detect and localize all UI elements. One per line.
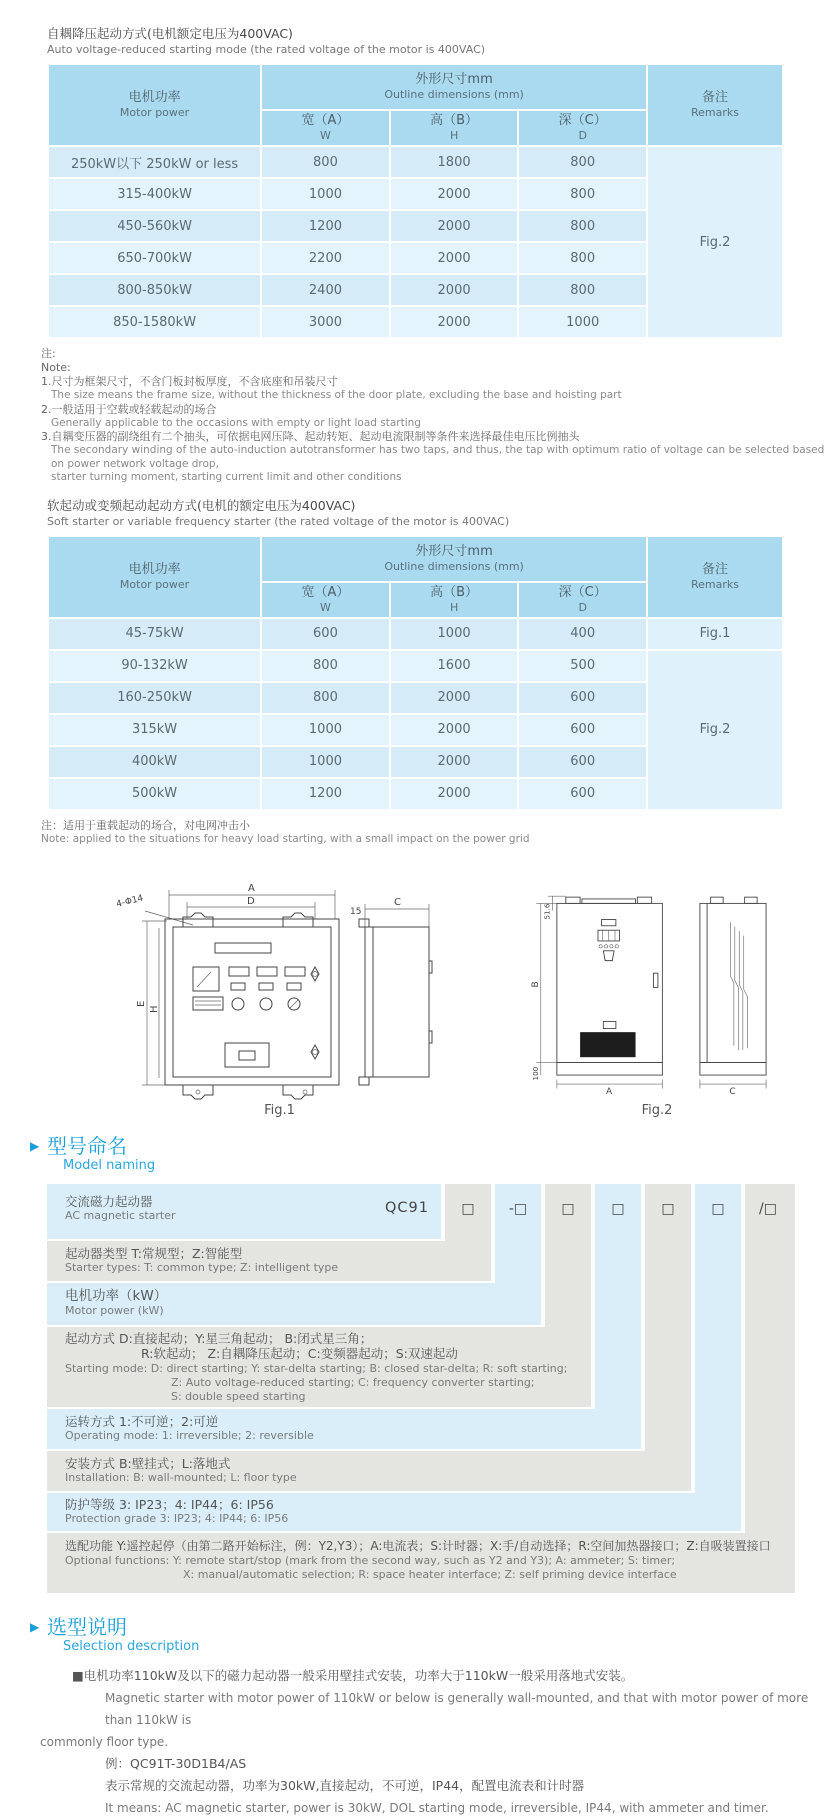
note2-zh: 注：适用于重载起动的场合，对电网冲击小 xyxy=(41,818,250,832)
soft-mode-title-en: Soft starter or variable frequency starter (the rated voltage of the motor is 400VAC) xyxy=(47,514,510,528)
cell-h: 2000 xyxy=(390,242,519,274)
code-box-1: □ xyxy=(461,1200,475,1217)
fig1-hole-callout: 4-Φ14 xyxy=(115,893,145,910)
fig2-dim-c: C xyxy=(729,1086,736,1097)
fig1-dim-h: H xyxy=(149,1005,160,1013)
depth-label-zh: 深（C） xyxy=(558,113,607,128)
fig1-figure xyxy=(107,873,452,1118)
selection-p1-en2: commonly floor type. xyxy=(40,1734,169,1749)
col-header-height xyxy=(390,582,519,618)
note-en: Note: xyxy=(41,361,71,374)
naming-row-starting-mode xyxy=(47,1327,591,1407)
cell-d: 500 xyxy=(518,650,647,682)
cell-h: 2000 xyxy=(390,746,519,778)
cell-d: 800 xyxy=(518,242,647,274)
soft-mode-dimensions-table xyxy=(47,535,784,811)
cell-remark-fig2: Fig.2 xyxy=(647,650,783,810)
naming-row-operating-mode xyxy=(47,1409,641,1449)
optional-en1: Optional functions: Y: remote start/stop (mark from the second way, such as Y2 and Y3); A: ammeter; S: timer; xyxy=(65,1554,676,1568)
fig1-dim-c: C xyxy=(394,896,401,908)
cell-w: 800 xyxy=(261,146,390,178)
cell-w: 1000 xyxy=(261,714,390,746)
cell-h: 1000 xyxy=(390,618,519,650)
cell-remark-fig1: Fig.1 xyxy=(647,618,783,650)
optional-en2: X: manual/automatic selection; R: space heater interface; Z: self priming device interface xyxy=(183,1568,677,1582)
naming-row-motor-power xyxy=(47,1283,541,1325)
code-box-4: □ xyxy=(611,1200,625,1217)
fig2-dim-b: B xyxy=(531,980,542,988)
outline-label-en: Outline dimensions (mm) xyxy=(384,559,524,573)
cell-w: 3000 xyxy=(261,306,390,338)
section-arrow-icon: ▶ xyxy=(30,1138,40,1153)
code-box-7: /□ xyxy=(759,1200,777,1217)
operating-mode-zh: 运转方式 1:不可逆；2:可逆 xyxy=(65,1413,219,1429)
naming-row-base xyxy=(47,1184,441,1239)
selection-example-en: It means: AC magnetic starter, power is 30kW, DOL starting mode, irreversible, IP44, with ammeter and timer. xyxy=(105,1800,769,1815)
starting-mode-zh1: 起动方式 D:直接起动；Y:星三角起动； B:闭式星三角； xyxy=(65,1330,373,1346)
remarks-label-zh: 备注 xyxy=(702,561,729,577)
width-label-w: W xyxy=(320,600,331,614)
cell-d: 800 xyxy=(518,210,647,242)
cell-power: 450-560kW xyxy=(48,210,261,242)
naming-col-5 xyxy=(645,1184,691,1491)
fig1-caption: Fig.1 xyxy=(264,1102,295,1118)
cell-w: 800 xyxy=(261,682,390,714)
depth-label-d: D xyxy=(578,129,587,142)
fig1-dim-e: E xyxy=(136,1000,147,1007)
height-label-h: H xyxy=(449,600,459,614)
code-box-2: -□ xyxy=(508,1200,528,1217)
selection-example: 例：QC91T-30D1B4/AS xyxy=(105,1755,247,1771)
base-label-zh: 交流磁力起动器 xyxy=(65,1193,153,1209)
cell-power: 800-850kW xyxy=(48,274,261,306)
base-label-en: AC magnetic starter xyxy=(65,1209,176,1223)
selection-title-en: Selection description xyxy=(63,1638,200,1654)
selection-p1-zh: ■电机功率110kW及以下的磁力起动器一般采用壁挂式安装，功率大于110kW一般采用落地式安装。 xyxy=(72,1667,634,1683)
model-naming-title-en: Model naming xyxy=(63,1157,156,1173)
optional-zh: 选配功能 Y:遥控起停（由第二路开始标注，例：Y2,Y3）；A:电流表；S:计时器；X:手/自动选择；R:空间加热器接口；Z:自吸装置接口 xyxy=(65,1538,771,1553)
selection-heading xyxy=(30,1615,830,1639)
fig2-caption: Fig.2 xyxy=(641,1102,673,1118)
naming-row-starter-type xyxy=(47,1241,491,1281)
cell-h: 1600 xyxy=(390,650,519,682)
soft-mode-title xyxy=(47,497,830,529)
naming-row-optional xyxy=(47,1533,795,1593)
fig1-dim-15: 15 xyxy=(350,906,362,917)
cell-power: 250kW以下 250kW or less xyxy=(48,146,261,178)
table-row xyxy=(48,146,783,178)
fig2-dim-516: 51.6 xyxy=(542,903,552,920)
col-header-width xyxy=(261,110,390,146)
remarks-label-zh: 备注 xyxy=(702,90,729,105)
table-header-row xyxy=(48,536,783,582)
starting-mode-en3: S: double speed starting xyxy=(171,1389,306,1403)
note-item3-zh: 3.自耦变压器的副绕组有二个抽头，可依据电网压降、起动转矩、起动电流限制等条件来选择最佳电压比例抽头 xyxy=(41,430,580,444)
cell-power: 45-75kW xyxy=(48,618,261,650)
table1-notes xyxy=(41,347,830,485)
starting-mode-en2: Z: Auto voltage-reduced starting; C: frequency converter starting; xyxy=(171,1375,535,1389)
auto-mode-title-zh: 自耦降压起动方式(电机额定电压为400VAC) xyxy=(47,26,293,41)
note-item1-zh: 1.尺寸为框架尺寸，不含门板封板厚度，不含底座和吊装尺寸 xyxy=(41,375,338,388)
cell-w: 2400 xyxy=(261,274,390,306)
auto-mode-title-en: Auto voltage-reduced starting mode (the rated voltage of the motor is 400VAC) xyxy=(47,43,486,56)
code-box-6: □ xyxy=(711,1200,725,1217)
cell-remark-fig2: Fig.2 xyxy=(647,146,783,338)
auto-mode-dimensions-table xyxy=(47,63,784,339)
naming-col-7 xyxy=(745,1184,795,1593)
col-header-remarks xyxy=(647,536,783,618)
selection-example-zh: 表示常规的交流起动器，功率为30kW,直接起动，不可逆，IP44，配置电流表和计时器 xyxy=(105,1777,585,1793)
model-naming-table xyxy=(47,1184,795,1593)
model-code: QC91 xyxy=(385,1199,429,1216)
table-header-row xyxy=(48,64,783,110)
fig1-drawing xyxy=(107,873,452,1101)
cell-d: 1000 xyxy=(518,306,647,338)
outline-label-en: Outline dimensions (mm) xyxy=(384,88,524,101)
table2-note xyxy=(41,819,830,847)
remarks-label-en: Remarks xyxy=(691,577,739,591)
installation-zh: 安装方式 B:壁挂式；L:落地式 xyxy=(65,1455,231,1471)
installation-en: Installation: B: wall-mounted; L: floor type xyxy=(65,1471,297,1485)
height-label-zh: 高（B） xyxy=(430,113,479,128)
starter-type-en: Starter types: T: common type; Z: intelligent type xyxy=(65,1261,339,1275)
cell-h: 2000 xyxy=(390,210,519,242)
width-label-w: W xyxy=(320,129,331,142)
section-arrow-icon: ▶ xyxy=(30,1619,40,1634)
cell-power: 850-1580kW xyxy=(48,306,261,338)
width-label-zh: 宽（A） xyxy=(301,113,350,128)
naming-row-protection xyxy=(47,1493,741,1531)
code-box-3: □ xyxy=(561,1200,575,1217)
note-item1-en: The size means the frame size, without the thickness of the door plate, excluding the base and hoisting part xyxy=(51,389,622,401)
cell-h: 2000 xyxy=(390,306,519,338)
col-header-height xyxy=(390,110,519,146)
code-box-5: □ xyxy=(661,1200,675,1217)
col-header-motor-power xyxy=(48,64,261,146)
cell-d: 600 xyxy=(518,778,647,810)
height-label-zh: 高（B） xyxy=(430,584,479,600)
depth-label-zh: 深（C） xyxy=(558,584,607,600)
model-naming-title-zh: 型号命名 xyxy=(47,1133,127,1158)
table-row xyxy=(48,618,783,650)
cell-d: 600 xyxy=(518,714,647,746)
cell-power: 315kW xyxy=(48,714,261,746)
cell-power: 90-132kW xyxy=(48,650,261,682)
note2-en: Note: applied to the situations for heavy load starting, with a small impact on the power grid xyxy=(41,832,530,845)
col-header-outline xyxy=(261,64,647,110)
remarks-label-en: Remarks xyxy=(691,106,739,119)
fig2-drawing xyxy=(507,873,807,1101)
soft-mode-title-zh: 软起动或变频起动起动方式(电机的额定电压为400VAC) xyxy=(47,497,356,513)
col-header-remarks xyxy=(647,64,783,146)
cell-power: 400kW xyxy=(48,746,261,778)
motor-power-zh: 电机功率（kW） xyxy=(65,1287,168,1304)
starting-mode-zh2: R:软起动； Z:自耦降压起动；C:变频器起动；S:双速起动 xyxy=(141,1346,458,1362)
selection-p1-en1: Magnetic starter with motor power of 110kW or below is generally wall-mounted, and that with motor power of more than 110kW is xyxy=(105,1690,809,1727)
cell-h: 2000 xyxy=(390,274,519,306)
auto-mode-title xyxy=(47,25,830,57)
col-header-depth xyxy=(518,110,647,146)
cell-h: 2000 xyxy=(390,178,519,210)
motor-power-label-zh: 电机功率 xyxy=(128,561,181,577)
outline-label-zh: 外形尺寸mm xyxy=(415,543,493,559)
cell-w: 1000 xyxy=(261,178,390,210)
note-item2-zh: 2.一般适用于空载或轻载起动的场合 xyxy=(41,402,217,416)
cell-h: 2000 xyxy=(390,778,519,810)
fig1-dim-a: A xyxy=(248,882,255,894)
col-header-width xyxy=(261,582,390,618)
col-header-depth xyxy=(518,582,647,618)
cell-d: 800 xyxy=(518,146,647,178)
note-item2-en: Generally applicable to the occasions with empty or light load starting xyxy=(51,416,421,429)
motor-power-label-en: Motor power xyxy=(119,577,190,591)
naming-col-6 xyxy=(695,1184,741,1531)
selection-title-zh: 选型说明 xyxy=(47,1614,127,1639)
cell-power: 650-700kW xyxy=(48,242,261,274)
cell-d: 600 xyxy=(518,682,647,714)
fig2-figure xyxy=(507,873,807,1118)
height-label-h: H xyxy=(449,129,459,142)
depth-label-d: D xyxy=(578,600,587,614)
outline-drawings xyxy=(107,873,830,1118)
selection-section xyxy=(30,1614,830,1819)
outline-label-zh: 外形尺寸mm xyxy=(415,72,493,87)
cell-d: 800 xyxy=(518,178,647,210)
note-item3-en2: starter turning moment, starting current limit and other conditions xyxy=(51,471,402,484)
motor-power-en: Motor power (kW) xyxy=(65,1304,164,1318)
cell-d: 600 xyxy=(518,746,647,778)
operating-mode-en: Operating mode: 1: irreversible; 2: reversible xyxy=(65,1429,314,1443)
fig2-dim-100: 100 xyxy=(531,1066,541,1080)
note-item3-en1: The secondary winding of the auto-induction autotransformer has two taps, and thus, the tap with optimum ratio of voltage can be selected based on power network voltage drop, xyxy=(51,444,825,470)
cell-w: 600 xyxy=(261,618,390,650)
cell-w: 2200 xyxy=(261,242,390,274)
width-label-zh: 宽（A） xyxy=(301,584,350,600)
cell-power: 315-400kW xyxy=(48,178,261,210)
model-naming-heading xyxy=(30,1134,830,1158)
motor-power-label-en: Motor power xyxy=(119,106,190,119)
fig2-dim-a: A xyxy=(606,1086,613,1097)
note-zh: 注: xyxy=(41,347,56,360)
cell-w: 1200 xyxy=(261,210,390,242)
naming-row-installation xyxy=(47,1451,691,1491)
cell-power: 500kW xyxy=(48,778,261,810)
cell-h: 1800 xyxy=(390,146,519,178)
col-header-outline xyxy=(261,536,647,582)
starting-mode-en1: Starting mode: D: direct starting; Y: star-delta starting; B: closed star-delta; R: soft starting; xyxy=(65,1361,568,1375)
cell-w: 1000 xyxy=(261,746,390,778)
fig1-dim-d: D xyxy=(247,895,255,907)
table-row xyxy=(48,650,783,682)
cell-d: 800 xyxy=(518,274,647,306)
cell-h: 2000 xyxy=(390,714,519,746)
cell-w: 800 xyxy=(261,650,390,682)
cell-h: 2000 xyxy=(390,682,519,714)
starter-type-zh: 起动器类型 T:常规型；Z:智能型 xyxy=(65,1245,243,1261)
motor-power-label-zh: 电机功率 xyxy=(128,90,181,105)
col-header-motor-power xyxy=(48,536,261,618)
protection-zh: 防护等级 3: IP23；4: IP44；6: IP56 xyxy=(65,1496,274,1512)
protection-en: Protection grade 3: IP23; 4: IP44; 6: IP56 xyxy=(65,1512,289,1526)
cell-d: 400 xyxy=(518,618,647,650)
cell-power: 160-250kW xyxy=(48,682,261,714)
cell-w: 1200 xyxy=(261,778,390,810)
